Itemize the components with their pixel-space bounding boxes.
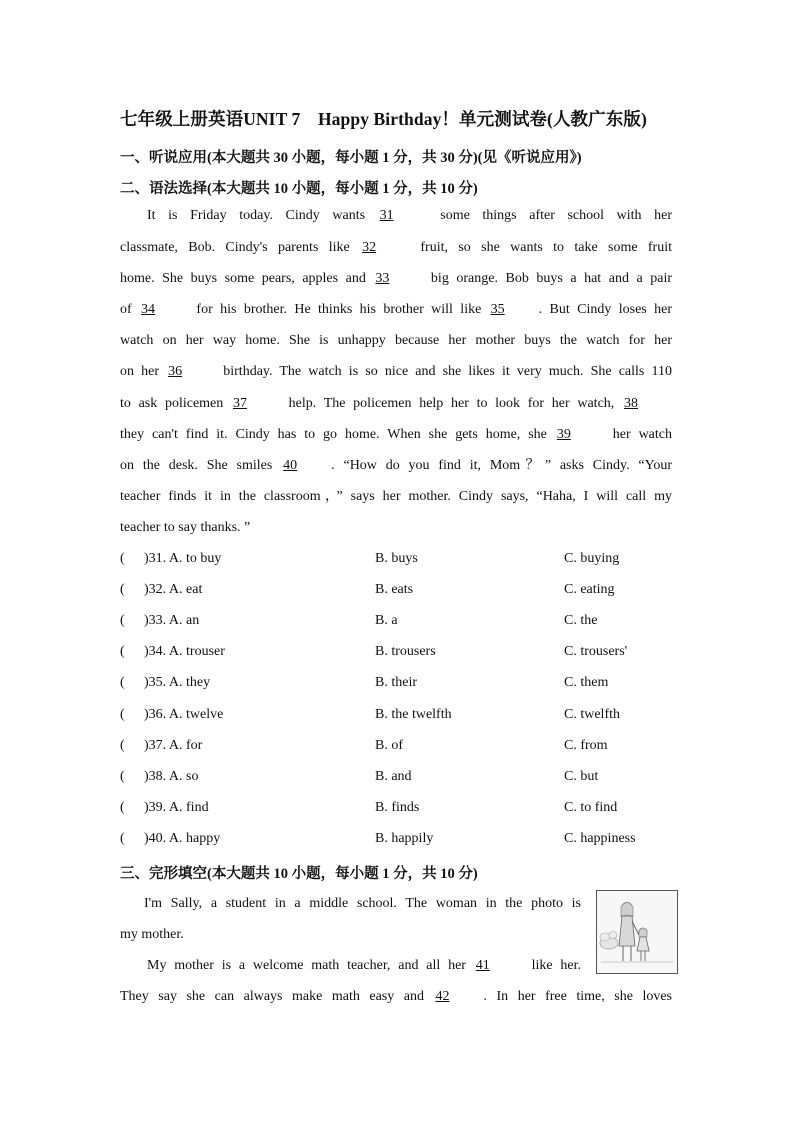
option-b: B. the twelfth <box>375 707 452 722</box>
text-run: It is Friday today. Cindy wants <box>147 208 378 223</box>
text-run: . In her free time, she loves <box>483 989 672 1004</box>
text-run: classmate, Bob. Cindy's parents like <box>120 240 361 255</box>
option-b: B. of <box>375 738 403 753</box>
passage-line <box>120 425 672 445</box>
answer-paren-close: ) <box>144 613 149 628</box>
question-number: 34. <box>148 644 167 659</box>
blank-36: 36 <box>168 364 183 379</box>
answer-paren-close: ) <box>144 769 149 784</box>
question-row <box>120 831 220 847</box>
option-a: A. trouser <box>168 644 225 659</box>
text-run: they can't find it. Cindy has to go home. When she gets home, she <box>120 427 555 442</box>
answer-paren: ( <box>120 800 125 815</box>
question-row <box>120 644 225 660</box>
text-run: her watch <box>604 427 672 442</box>
question-number: 40. <box>148 831 167 846</box>
passage-line: watch on her way home. She is unhappy because her mother buys the watch for her <box>120 333 672 348</box>
text-run: on her <box>120 364 167 379</box>
page-title: 七年级上册英语UNIT 7 Happy Birthday！单元测试卷(人教广东版) <box>120 109 647 129</box>
blank-32: 32 <box>362 240 377 255</box>
blank-37: 37 <box>232 396 247 411</box>
question-row <box>120 582 202 598</box>
option-b: B. trousers <box>375 644 436 659</box>
question-number: 36. <box>148 707 167 722</box>
option-a: A. for <box>168 738 203 753</box>
option-c: C. eating <box>564 582 615 597</box>
text-run: . “How do you find it, Mom？” asks Cindy. “Your <box>331 458 672 473</box>
answer-paren: ( <box>120 675 125 690</box>
answer-paren-close: ) <box>144 675 149 690</box>
option-a: A. so <box>168 769 199 784</box>
answer-paren-close: ) <box>144 800 149 815</box>
option-a: A. to buy <box>168 551 222 566</box>
option-c: C. but <box>564 769 599 784</box>
text-run: My mother is a welcome math teacher, and all her <box>147 958 474 973</box>
option-a: A. twelve <box>168 707 224 722</box>
option-c: C. happiness <box>564 831 636 846</box>
passage-line <box>147 956 581 976</box>
option-a: A. find <box>168 800 209 815</box>
text-run: fruit, so she wants to take some fruit <box>410 240 672 255</box>
blank-33: 33 <box>375 271 390 286</box>
blank-35: 35 <box>490 302 505 317</box>
section-heading-grammar: 二、语法选择(本大题共 10 小题，每小题 1 分，共 10 分) <box>120 181 478 197</box>
blank-42: 42 <box>435 989 450 1004</box>
option-c: C. them <box>564 675 609 690</box>
text-run: . But Cindy loses her <box>538 302 672 317</box>
passage-line: teacher finds it in the classroom，” says her mother. Cindy says, “Haha, I will call my <box>120 489 672 504</box>
text-run: for his brother. He thinks his brother will like <box>189 302 489 317</box>
text-run: birthday. The watch is so nice and she likes it very much. She calls 110 <box>216 364 672 379</box>
option-a: A. eat <box>168 582 203 597</box>
question-number: 35. <box>148 675 167 690</box>
option-c: C. buying <box>564 551 620 566</box>
option-b: B. a <box>375 613 398 628</box>
option-c: C. from <box>564 738 608 753</box>
question-row <box>120 738 202 754</box>
question-row <box>120 707 223 723</box>
option-b: B. finds <box>375 800 420 815</box>
blank-40: 40 <box>283 458 298 473</box>
option-b: B. happily <box>375 831 434 846</box>
option-b: B. their <box>375 675 417 690</box>
answer-paren: ( <box>120 551 125 566</box>
question-row <box>120 769 198 785</box>
passage-line <box>120 362 672 382</box>
answer-paren-close: ) <box>144 707 149 722</box>
answer-paren-close: ) <box>144 831 149 846</box>
passage-line: I'm Sally, a student in a middle school. The woman in the photo is <box>144 896 581 911</box>
answer-paren: ( <box>120 582 125 597</box>
question-row <box>120 800 209 816</box>
question-row <box>120 675 210 691</box>
blank-34: 34 <box>141 302 156 317</box>
answer-paren: ( <box>120 769 125 784</box>
text-run: some things after school with her <box>427 208 672 223</box>
question-row <box>120 551 221 567</box>
section-heading-cloze: 三、完形填空(本大题共 10 小题，每小题 1 分，共 10 分) <box>120 866 478 882</box>
question-number: 33. <box>148 613 167 628</box>
text-run: like her. <box>523 958 581 973</box>
answer-paren: ( <box>120 707 125 722</box>
option-c: C. the <box>564 613 598 628</box>
option-c: C. trousers' <box>564 644 628 659</box>
passage-line <box>120 394 672 414</box>
question-number: 38. <box>148 769 167 784</box>
question-number: 31. <box>148 551 167 566</box>
text-run: to ask policemen <box>120 396 231 411</box>
passage-line: my mother. <box>120 927 184 942</box>
blank-31: 31 <box>379 208 394 223</box>
mother-daughter-photo <box>596 890 678 974</box>
text-run: on the desk. She smiles <box>120 458 282 473</box>
question-number: 32. <box>148 582 167 597</box>
text-run: They say she can always make math easy and <box>120 989 434 1004</box>
option-b: B. buys <box>375 551 418 566</box>
answer-paren-close: ) <box>144 582 149 597</box>
blank-39: 39 <box>556 427 571 442</box>
text-run: help. The policemen help her to look for her watch, <box>280 396 622 411</box>
answer-paren: ( <box>120 644 125 659</box>
passage-line <box>120 300 672 320</box>
passage-line <box>120 987 672 1007</box>
option-b: B. and <box>375 769 412 784</box>
photo-illustration <box>597 891 677 973</box>
passage-line <box>120 238 672 258</box>
passage-line: teacher to say thanks. ” <box>120 520 251 535</box>
answer-paren: ( <box>120 831 125 846</box>
option-b: B. eats <box>375 582 414 597</box>
answer-paren-close: ) <box>144 644 149 659</box>
blank-38: 38 <box>623 396 638 411</box>
text-run: home. She buys some pears, apples and <box>120 271 374 286</box>
answer-paren: ( <box>120 738 125 753</box>
answer-paren-close: ) <box>144 738 149 753</box>
option-a: A. they <box>168 675 211 690</box>
text-run: of <box>120 302 140 317</box>
answer-paren-close: ) <box>144 551 149 566</box>
question-row <box>120 613 199 629</box>
passage-line <box>120 269 672 289</box>
answer-paren: ( <box>120 613 125 628</box>
section-heading-listening: 一、听说应用(本大题共 30 小题，每小题 1 分，共 30 分)(见《听说应用》) <box>120 150 582 166</box>
option-a: A. happy <box>168 831 221 846</box>
question-number: 39. <box>148 800 167 815</box>
option-a: A. an <box>168 613 200 628</box>
blank-41: 41 <box>475 958 490 973</box>
option-c: C. twelfth <box>564 707 620 722</box>
passage-line <box>120 456 672 476</box>
passage-line <box>147 206 672 226</box>
option-c: C. to find <box>564 800 618 815</box>
question-number: 37. <box>148 738 167 753</box>
text-run: big orange. Bob buys a hat and a pair <box>423 271 673 286</box>
